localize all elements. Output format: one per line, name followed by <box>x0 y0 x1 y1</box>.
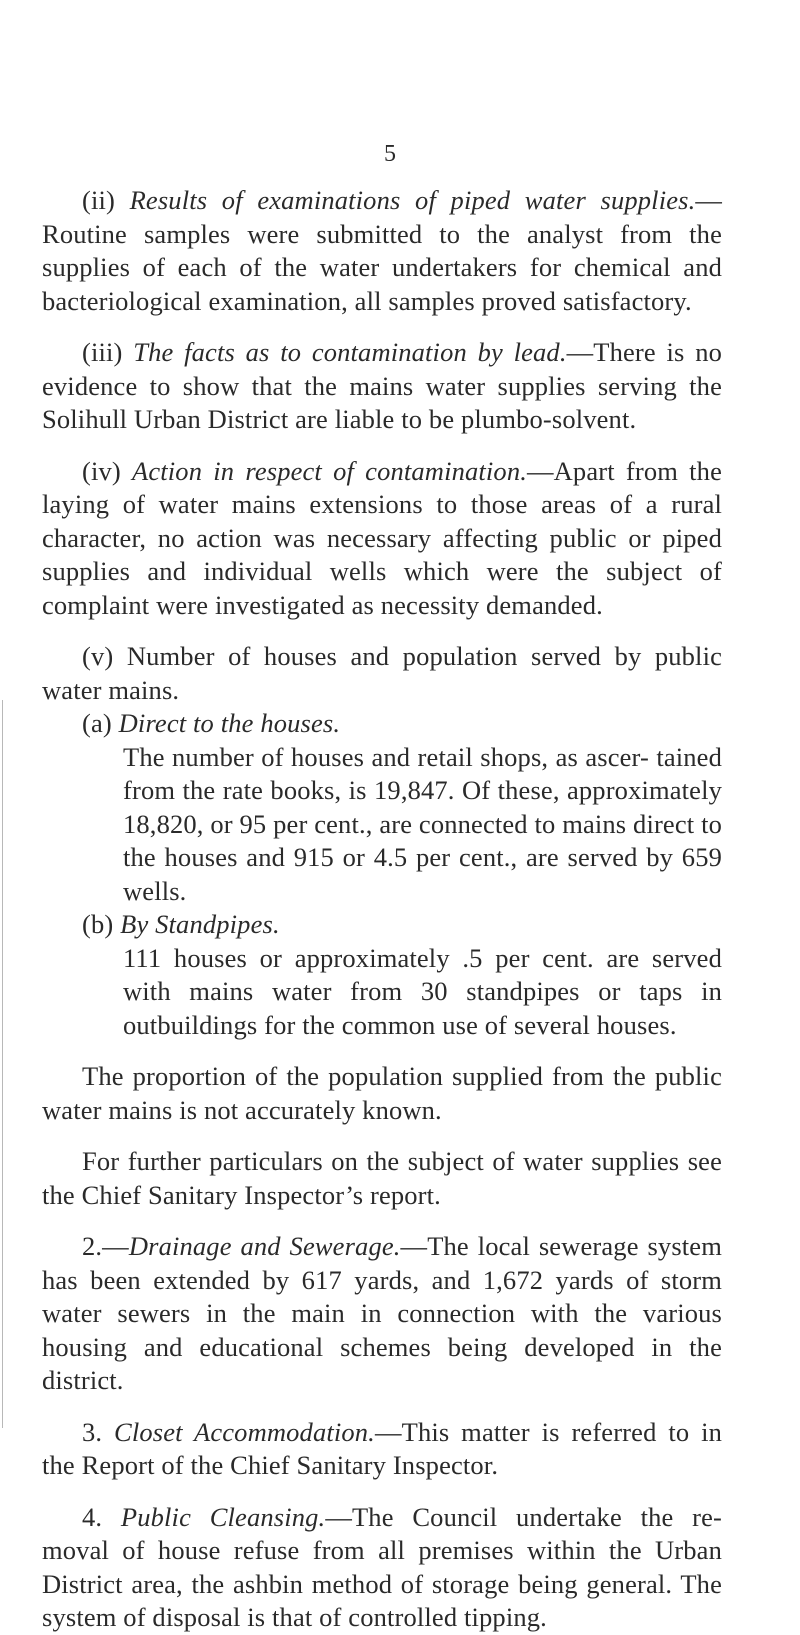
section-2-number: 2.— <box>82 1231 129 1261</box>
section-2-body: —The local sewerage system has been extended by 617 yards, and 1,672 yards of storm water sewers in the main in connection with the various housing and educational schemes being developed in the district. <box>42 1231 722 1395</box>
section-3-body: —This matter is referred to in the Report of the Chief Sanitary Inspector. <box>42 1416 722 1480</box>
section-4-heading: Public Cleansing. <box>120 1501 326 1532</box>
further-particulars-paragraph: For further particulars on the subject of water supplies see the Chief Sanitary Inspector’s report. <box>42 1146 722 1210</box>
margin-rule <box>2 700 3 1428</box>
section-ii-heading: Results of examinations of piped water supplies. <box>129 185 696 215</box>
section-v-b-label: (b) <box>82 909 121 939</box>
document-body <box>42 184 722 1635</box>
section-v-a-heading: Direct to the houses. <box>118 708 341 738</box>
section-iii-heading: The facts as to contamination by lead. <box>133 337 567 367</box>
section-ii-number: (ii) <box>82 185 130 215</box>
section-iv-body: —Apart from the laying of water mains extensions to those areas of a rural character, no action was necessary affecting public or piped supplies and individual wells which were the subject of complaint were investigated as necessity demanded. <box>42 455 722 620</box>
section-4-number: 4. <box>82 1501 121 1532</box>
section-v-b-heading: By Standpipes. <box>120 909 280 939</box>
section-iii-number: (iii) <box>82 337 134 367</box>
section-2-heading: Drainage and Sewerage. <box>128 1231 401 1261</box>
section-v-a-label: (a) <box>82 708 119 738</box>
section-v-a-heading-line <box>42 707 722 741</box>
section-iv-number: (iv) <box>82 455 133 486</box>
section-4-body: —The Council undertake the re- moval of house refuse from all premises within the Urban District area, the ashbin method of storage being general. The system of disposal is that of controlled tipping. <box>42 1501 722 1632</box>
section-v-a-body: The number of houses and retail shops, as ascer- tained from the rate books, is 19,847. Of these, approximately 18,820, or 95 per cent., are connected to mains direct to the houses and 915 or 4.5 per cent., are served by 659 wells. <box>123 741 722 906</box>
section-3-number: 3. <box>82 1416 115 1447</box>
section-ii-body: — Routine samples were submitted to the analyst from the supplies of each of the water undertakers for chemical and bacteriological examination, all samples proved satisfactory. <box>42 185 723 316</box>
proportion-paragraph: The proportion of the population supplied from the public water mains is not accurately known. <box>42 1061 722 1125</box>
section-3-heading: Closet Accommodation. <box>114 1416 375 1447</box>
section-iii-body: —There is no evidence to show that the mains water supplies serving the Solihull Urban District are liable to be plumbo-solvent. <box>42 337 722 434</box>
section-iv-paragraph <box>42 455 722 623</box>
section-v-paragraph: (v) Number of houses and population served by public water mains. <box>42 641 722 705</box>
section-3-paragraph <box>42 1416 722 1483</box>
section-ii-paragraph <box>42 184 722 318</box>
section-2-paragraph <box>42 1230 722 1398</box>
section-iii-paragraph <box>42 336 722 437</box>
page-number: 5 <box>384 141 396 167</box>
section-v-b-body: 111 houses or approximately .5 per cent. are served with mains water from 30 standpipes or taps in outbuildings for the common use of several houses. <box>123 942 722 1040</box>
section-iv-heading: Action in respect of contamination. <box>132 455 527 486</box>
section-4-paragraph <box>42 1501 722 1635</box>
section-v-b-heading-line <box>42 908 722 942</box>
